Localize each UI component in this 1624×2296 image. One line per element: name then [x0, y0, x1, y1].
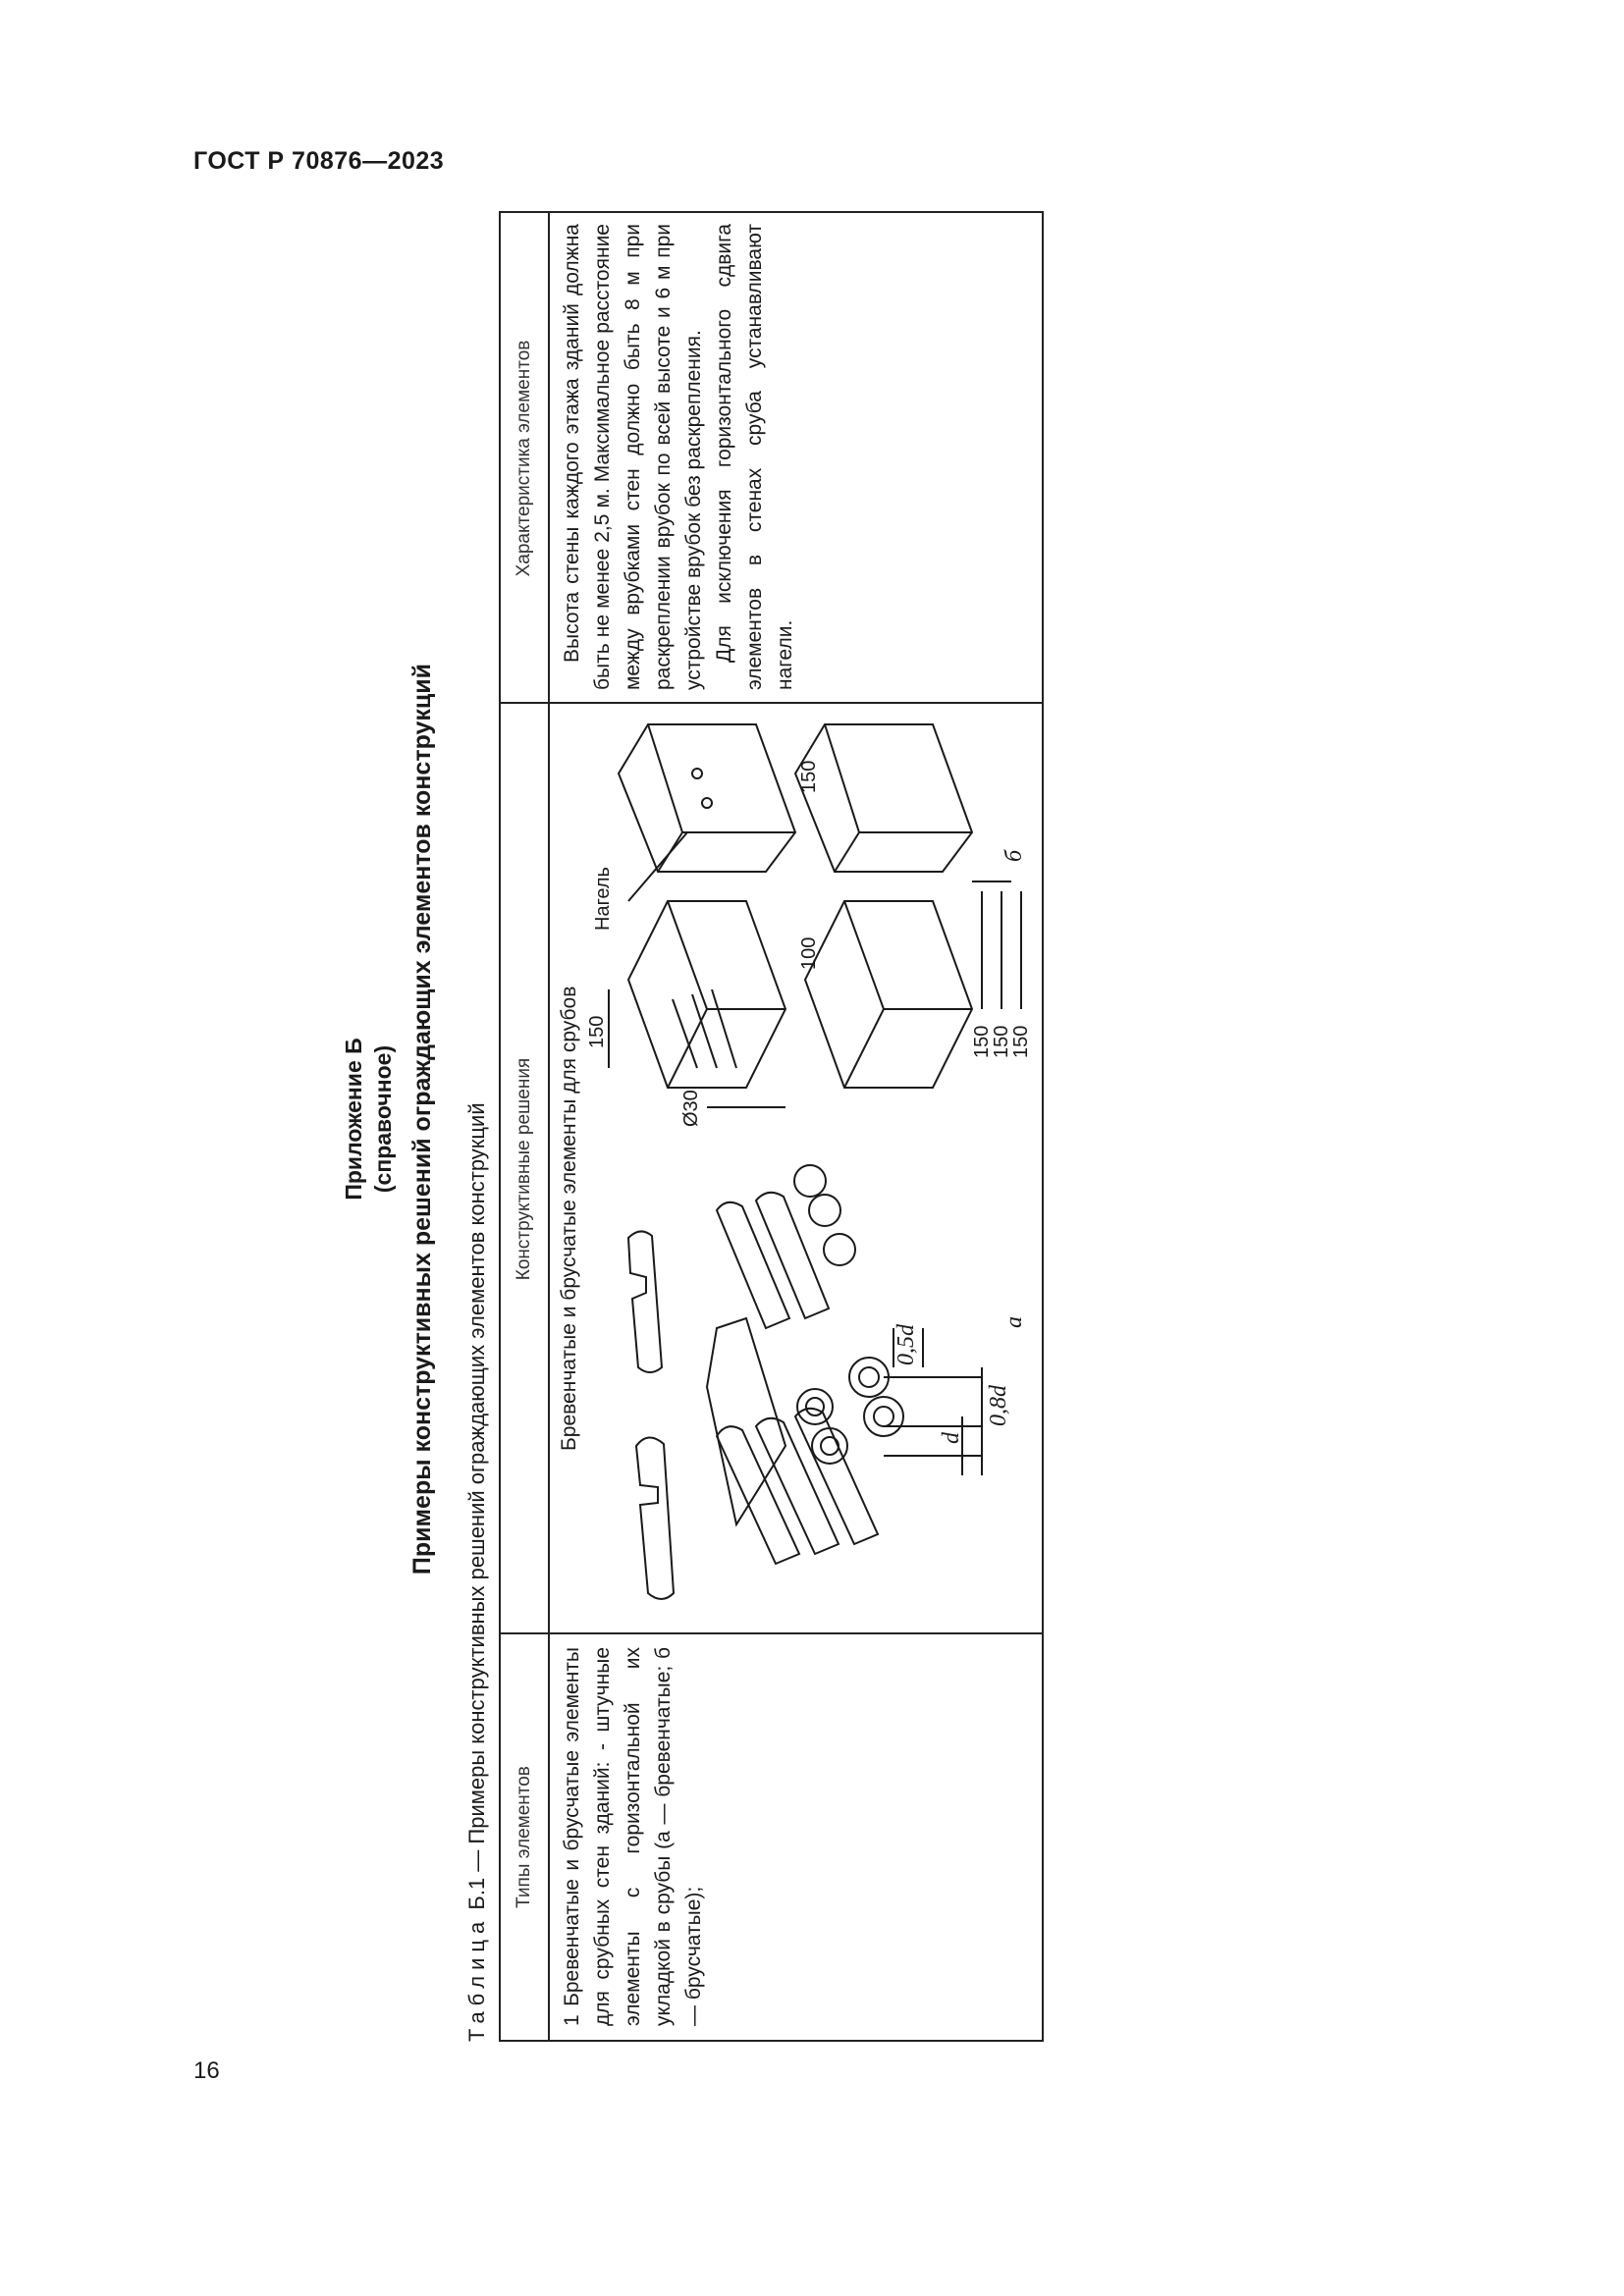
table-caption-prefix: Таблица [464, 1915, 489, 2042]
table-header-row [501, 213, 550, 2040]
rotated-content [334, 196, 1316, 2042]
label-dim-150-b: 150 [991, 1025, 1012, 1058]
label-dim-150-c: 150 [1010, 1025, 1032, 1058]
table-b1 [499, 211, 1044, 2042]
annex-title: Приложение Б [341, 1038, 366, 1201]
annex-heading: Примеры конструктивных решений ограждающих элементов конструкций [408, 663, 436, 1575]
label-a: а [1001, 1316, 1027, 1328]
column-header-solutions: Конструктивные решения [514, 1057, 534, 1281]
column-header-characteristics: Характеристика элементов [514, 340, 534, 577]
solution-title: Бревенчатые и брусчатые элементы для срубов [558, 986, 580, 1451]
label-nagel: Нагель [592, 867, 614, 931]
annex-title-block [339, 196, 398, 2042]
annex-subtitle: (справочное) [370, 1044, 396, 1194]
characteristics-paragraph-2: Для исключения горизонтального сдвига элементов в стенах сруба устанавливают нагели. [713, 224, 796, 690]
log-elements-figure-a [589, 1112, 1031, 1623]
column-header-types: Типы элементов [514, 1766, 534, 1908]
cell-characteristics [557, 224, 800, 690]
label-dim-100: 100 [798, 936, 820, 970]
label-dia-30: Ø30 [680, 1090, 702, 1127]
column-divider [501, 702, 1042, 704]
label-d: d [939, 1432, 964, 1444]
label-dim-150-a: 150 [971, 1025, 993, 1058]
timber-elements-figure-b [586, 715, 1032, 1127]
label-dim-150-right: 150 [798, 760, 820, 793]
page-number: 16 [193, 2057, 220, 2084]
document-code: ГОСТ Р 70876—2023 [193, 147, 445, 175]
column-divider [501, 1632, 1042, 1634]
characteristics-paragraph-1: Высота стены каждого этажа зданий должна быть не менее 2,5 м. Максимальное расстояние между врубками стен должно быть 8 м при раскреплении врубок по всей высоте и 6 м при устройстве врубок без раскрепления. [561, 224, 705, 690]
label-dim-150-top: 150 [586, 1015, 608, 1048]
label-0-5d: 0,5d [893, 1324, 919, 1365]
element-type-text: 1 Бревенчатые и брусчатые элементы для срубных стен зданий: - штучные элементы с горизонтальной их укладкой в срубы (а — бревенчатые; б — брусчатые); [561, 1647, 705, 2026]
table-caption-text: Б.1 — Примеры конструктивных решений ограждающих элементов конструкций [464, 1102, 489, 1910]
table-caption [464, 1102, 490, 2042]
cell-element-type [557, 1647, 709, 2026]
label-b: б [1001, 849, 1027, 862]
label-0-8d: 0,8d [986, 1385, 1011, 1426]
